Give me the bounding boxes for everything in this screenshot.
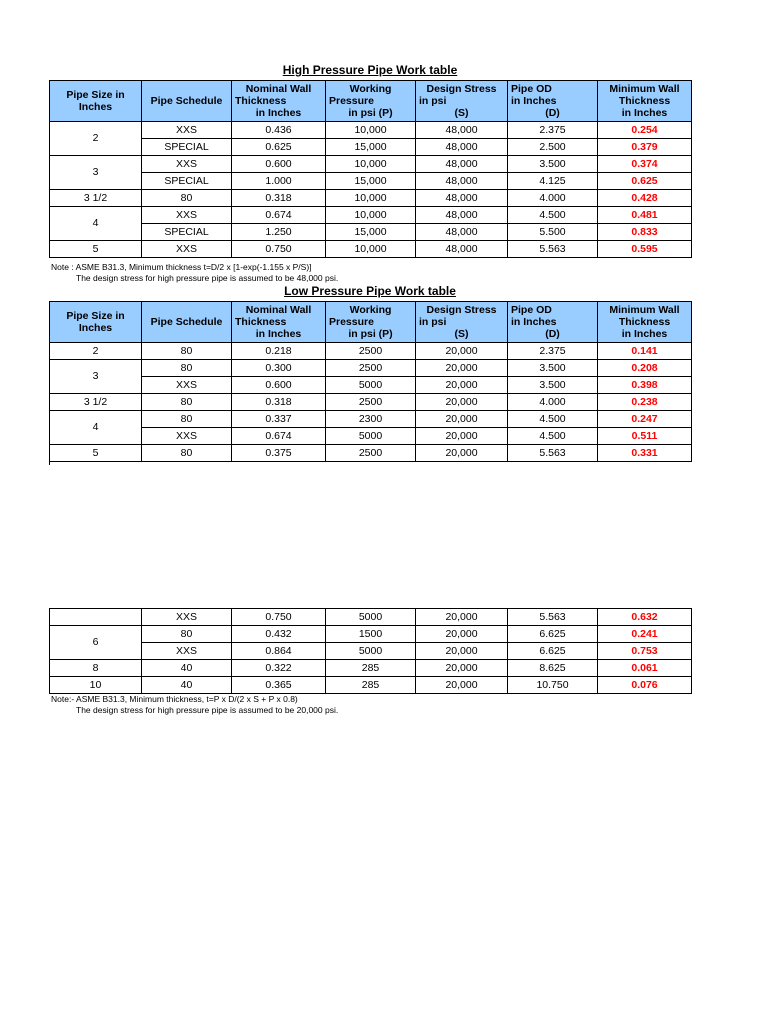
schedule-cell: SPECIAL xyxy=(142,224,232,241)
table-row xyxy=(50,190,692,207)
min-cell: 0.428 xyxy=(598,190,692,207)
header-row xyxy=(50,81,692,122)
schedule-cell: 80 xyxy=(142,445,232,462)
schedule-cell: 80 xyxy=(142,343,232,360)
header-stress-line: (S) xyxy=(454,107,469,119)
stress-cell: 48,000 xyxy=(416,139,508,156)
stress-cell: 48,000 xyxy=(416,190,508,207)
schedule-cell: XXS xyxy=(142,609,232,626)
stress-cell: 48,000 xyxy=(416,224,508,241)
low-pressure-table-top xyxy=(49,301,692,462)
working-cell: 10,000 xyxy=(326,207,416,224)
od-cell: 10.750 xyxy=(508,677,598,694)
schedule-cell: XXS xyxy=(142,207,232,224)
header-od-line: (D) xyxy=(545,328,560,340)
pipe-size-cell: 6 xyxy=(50,626,142,660)
working-cell: 10,000 xyxy=(326,122,416,139)
schedule-cell: XXS xyxy=(142,428,232,445)
table-row xyxy=(50,428,692,445)
stress-cell: 20,000 xyxy=(416,445,508,462)
high-pressure-note xyxy=(51,262,338,284)
pipe-size-cell: 8 xyxy=(50,660,142,677)
stress-cell: 48,000 xyxy=(416,241,508,258)
working-cell: 5000 xyxy=(326,609,416,626)
schedule-cell: 40 xyxy=(142,677,232,694)
working-cell: 285 xyxy=(326,677,416,694)
od-cell: 5.500 xyxy=(508,224,598,241)
high-pressure-table xyxy=(49,80,692,258)
schedule-cell: 80 xyxy=(142,190,232,207)
table-row xyxy=(50,360,692,377)
schedule-cell: XXS xyxy=(142,377,232,394)
pipe-size-cell: 3 1/2 xyxy=(50,394,142,411)
min-cell: 0.141 xyxy=(598,343,692,360)
schedule-cell: 80 xyxy=(142,394,232,411)
header-working-line: Pressure xyxy=(329,316,374,328)
schedule-cell: 80 xyxy=(142,626,232,643)
header-min-line: Thickness xyxy=(618,316,671,328)
od-cell: 6.625 xyxy=(508,643,598,660)
header-stress-line: in psi xyxy=(419,95,447,107)
schedule-cell: 40 xyxy=(142,660,232,677)
header-working xyxy=(326,81,416,122)
nominal-cell: 0.750 xyxy=(232,241,326,258)
min-cell: 0.254 xyxy=(598,122,692,139)
header-size xyxy=(50,81,142,122)
header-schedule-line: Pipe Schedule xyxy=(150,95,223,107)
header-stress-line: Design Stress xyxy=(426,304,497,316)
od-cell: 4.500 xyxy=(508,428,598,445)
od-cell: 4.500 xyxy=(508,207,598,224)
header-min-line: Thickness xyxy=(618,95,671,107)
table-row xyxy=(50,677,692,694)
schedule-cell: XXS xyxy=(142,156,232,173)
nominal-cell: 0.750 xyxy=(232,609,326,626)
working-cell: 2500 xyxy=(326,394,416,411)
header-nominal xyxy=(232,302,326,343)
min-cell: 0.238 xyxy=(598,394,692,411)
od-cell: 6.625 xyxy=(508,626,598,643)
pipe-size-cell: 5 xyxy=(50,445,142,462)
table-row xyxy=(50,643,692,660)
pipe-size-cell: 4 xyxy=(50,207,142,241)
header-od xyxy=(508,81,598,122)
header-nominal-line: Thickness xyxy=(235,95,287,107)
od-cell: 3.500 xyxy=(508,360,598,377)
working-cell: 15,000 xyxy=(326,139,416,156)
od-cell: 8.625 xyxy=(508,660,598,677)
header-size-line: Pipe Size in xyxy=(66,310,125,322)
header-nominal-line: Nominal Wall xyxy=(245,83,312,95)
min-cell: 0.374 xyxy=(598,156,692,173)
stress-cell: 48,000 xyxy=(416,156,508,173)
min-cell: 0.481 xyxy=(598,207,692,224)
nominal-cell: 0.375 xyxy=(232,445,326,462)
schedule-cell: SPECIAL xyxy=(142,173,232,190)
header-size-line: Inches xyxy=(78,322,113,334)
od-cell: 5.563 xyxy=(508,241,598,258)
pipe-size-cell: 3 1/2 xyxy=(50,190,142,207)
nominal-cell: 0.864 xyxy=(232,643,326,660)
min-cell: 0.632 xyxy=(598,609,692,626)
od-cell: 4.125 xyxy=(508,173,598,190)
pipe-size-cell: 2 xyxy=(50,343,142,360)
high-pressure-title: High Pressure Pipe Work table xyxy=(282,63,458,77)
low-pressure-table-bottom xyxy=(49,608,692,694)
pipe-size-cell: 5 xyxy=(50,241,142,258)
nominal-cell: 0.322 xyxy=(232,660,326,677)
table-row xyxy=(50,224,692,241)
schedule-cell: XXS xyxy=(142,241,232,258)
table-row xyxy=(50,411,692,428)
table-row xyxy=(50,394,692,411)
table-row xyxy=(50,343,692,360)
schedule-cell: XXS xyxy=(142,643,232,660)
stress-cell: 20,000 xyxy=(416,343,508,360)
pipe-size-cell xyxy=(50,609,142,626)
working-cell: 10,000 xyxy=(326,156,416,173)
working-cell: 15,000 xyxy=(326,173,416,190)
working-cell: 5000 xyxy=(326,377,416,394)
od-cell: 2.375 xyxy=(508,343,598,360)
table-row xyxy=(50,626,692,643)
header-nominal xyxy=(232,81,326,122)
pipe-size-cell: 4 xyxy=(50,411,142,445)
header-stress-line: in psi xyxy=(419,316,447,328)
low-note-stress: The design stress for high pressure pipe is assumed to be 20,000 psi. xyxy=(76,705,339,715)
table-row xyxy=(50,660,692,677)
od-cell: 5.563 xyxy=(508,609,598,626)
min-cell: 0.595 xyxy=(598,241,692,258)
table-row xyxy=(50,207,692,224)
header-min-line: Minimum Wall xyxy=(609,304,680,316)
stress-cell: 20,000 xyxy=(416,394,508,411)
nominal-cell: 0.432 xyxy=(232,626,326,643)
stress-cell: 48,000 xyxy=(416,207,508,224)
pipe-size-cell: 3 xyxy=(50,360,142,394)
working-cell: 10,000 xyxy=(326,241,416,258)
pipe-size-cell: 2 xyxy=(50,122,142,156)
header-size-line: Pipe Size in xyxy=(66,89,125,101)
header-working-line: Working xyxy=(349,304,392,316)
header-stress xyxy=(416,302,508,343)
header-nominal-line: Nominal Wall xyxy=(245,304,312,316)
stress-cell: 20,000 xyxy=(416,428,508,445)
od-cell: 2.500 xyxy=(508,139,598,156)
min-cell: 0.833 xyxy=(598,224,692,241)
low-note-formula: Note:- ASME B31.3, Minimum thickness, t=P x D/(2 x S + P x 0.8) xyxy=(51,694,298,704)
working-cell: 2300 xyxy=(326,411,416,428)
header-nominal-line: in Inches xyxy=(255,107,302,119)
min-cell: 0.241 xyxy=(598,626,692,643)
header-min-line: Minimum Wall xyxy=(609,83,680,95)
table-row xyxy=(50,122,692,139)
nominal-cell: 0.600 xyxy=(232,377,326,394)
nominal-cell: 0.365 xyxy=(232,677,326,694)
schedule-cell: XXS xyxy=(142,122,232,139)
table-row xyxy=(50,241,692,258)
header-min-line: in Inches xyxy=(621,328,668,340)
min-cell: 0.379 xyxy=(598,139,692,156)
header-working-line: in psi (P) xyxy=(348,328,393,340)
od-cell: 4.000 xyxy=(508,190,598,207)
stress-cell: 20,000 xyxy=(416,411,508,428)
nominal-cell: 0.218 xyxy=(232,343,326,360)
stress-cell: 20,000 xyxy=(416,643,508,660)
stress-cell: 20,000 xyxy=(416,626,508,643)
high-note-formula: Note : ASME B31.3, Minimum thickness t=D/2 x [1-exp(-1.155 x P/S)] xyxy=(51,262,312,272)
schedule-cell: SPECIAL xyxy=(142,139,232,156)
pipe-size-cell: 3 xyxy=(50,156,142,190)
od-cell: 2.375 xyxy=(508,122,598,139)
stress-cell: 20,000 xyxy=(416,360,508,377)
header-od-line: in Inches xyxy=(511,316,557,328)
table-row xyxy=(50,156,692,173)
od-cell: 3.500 xyxy=(508,377,598,394)
table-row xyxy=(50,173,692,190)
working-cell: 15,000 xyxy=(326,224,416,241)
high-note-stress: The design stress for high pressure pipe is assumed to be 48,000 psi. xyxy=(76,273,339,283)
stress-cell: 20,000 xyxy=(416,609,508,626)
header-stress-line: (S) xyxy=(454,328,469,340)
min-cell: 0.753 xyxy=(598,643,692,660)
header-min xyxy=(598,81,692,122)
header-row xyxy=(50,302,692,343)
nominal-cell: 1.000 xyxy=(232,173,326,190)
table-row xyxy=(50,139,692,156)
nominal-cell: 0.318 xyxy=(232,190,326,207)
header-od-line: Pipe OD xyxy=(511,304,552,316)
header-schedule xyxy=(142,302,232,343)
stress-cell: 48,000 xyxy=(416,122,508,139)
header-od-line: in Inches xyxy=(511,95,557,107)
working-cell: 2500 xyxy=(326,360,416,377)
working-cell: 285 xyxy=(326,660,416,677)
working-cell: 1500 xyxy=(326,626,416,643)
stress-cell: 20,000 xyxy=(416,377,508,394)
stress-cell: 48,000 xyxy=(416,173,508,190)
min-cell: 0.625 xyxy=(598,173,692,190)
header-min xyxy=(598,302,692,343)
header-nominal-line: in Inches xyxy=(255,328,302,340)
header-min-line: in Inches xyxy=(621,107,668,119)
table-row xyxy=(50,609,692,626)
low-pressure-note xyxy=(51,694,338,716)
schedule-cell: 80 xyxy=(142,360,232,377)
header-schedule xyxy=(142,81,232,122)
working-cell: 2500 xyxy=(326,343,416,360)
stress-cell: 20,000 xyxy=(416,660,508,677)
working-cell: 5000 xyxy=(326,643,416,660)
working-cell: 5000 xyxy=(326,428,416,445)
header-nominal-line: Thickness xyxy=(235,316,287,328)
header-size-line: Inches xyxy=(78,101,113,113)
header-working-line: in psi (P) xyxy=(348,107,393,119)
nominal-cell: 0.600 xyxy=(232,156,326,173)
min-cell: 0.398 xyxy=(598,377,692,394)
working-cell: 2500 xyxy=(326,445,416,462)
nominal-cell: 1.250 xyxy=(232,224,326,241)
header-schedule-line: Pipe Schedule xyxy=(150,316,223,328)
stress-cell: 20,000 xyxy=(416,677,508,694)
min-cell: 0.247 xyxy=(598,411,692,428)
od-cell: 4.000 xyxy=(508,394,598,411)
nominal-cell: 0.674 xyxy=(232,207,326,224)
od-cell: 4.500 xyxy=(508,411,598,428)
header-stress-line: Design Stress xyxy=(426,83,497,95)
od-cell: 3.500 xyxy=(508,156,598,173)
header-working-line: Working xyxy=(349,83,392,95)
min-cell: 0.208 xyxy=(598,360,692,377)
od-cell: 5.563 xyxy=(508,445,598,462)
nominal-cell: 0.436 xyxy=(232,122,326,139)
nominal-cell: 0.337 xyxy=(232,411,326,428)
header-working-line: Pressure xyxy=(329,95,374,107)
header-stress xyxy=(416,81,508,122)
page-break-gap xyxy=(49,465,691,608)
min-cell: 0.511 xyxy=(598,428,692,445)
schedule-cell: 80 xyxy=(142,411,232,428)
table-row xyxy=(50,445,692,462)
low-pressure-title: Low Pressure Pipe Work table xyxy=(284,284,456,298)
header-od-line: Pipe OD xyxy=(511,83,552,95)
nominal-cell: 0.300 xyxy=(232,360,326,377)
header-size xyxy=(50,302,142,343)
nominal-cell: 0.318 xyxy=(232,394,326,411)
nominal-cell: 0.625 xyxy=(232,139,326,156)
min-cell: 0.076 xyxy=(598,677,692,694)
gap-left-border xyxy=(49,448,50,465)
working-cell: 10,000 xyxy=(326,190,416,207)
header-od xyxy=(508,302,598,343)
min-cell: 0.061 xyxy=(598,660,692,677)
min-cell: 0.331 xyxy=(598,445,692,462)
pipe-size-cell: 10 xyxy=(50,677,142,694)
nominal-cell: 0.674 xyxy=(232,428,326,445)
header-od-line: (D) xyxy=(545,107,560,119)
header-working xyxy=(326,302,416,343)
table-row xyxy=(50,377,692,394)
